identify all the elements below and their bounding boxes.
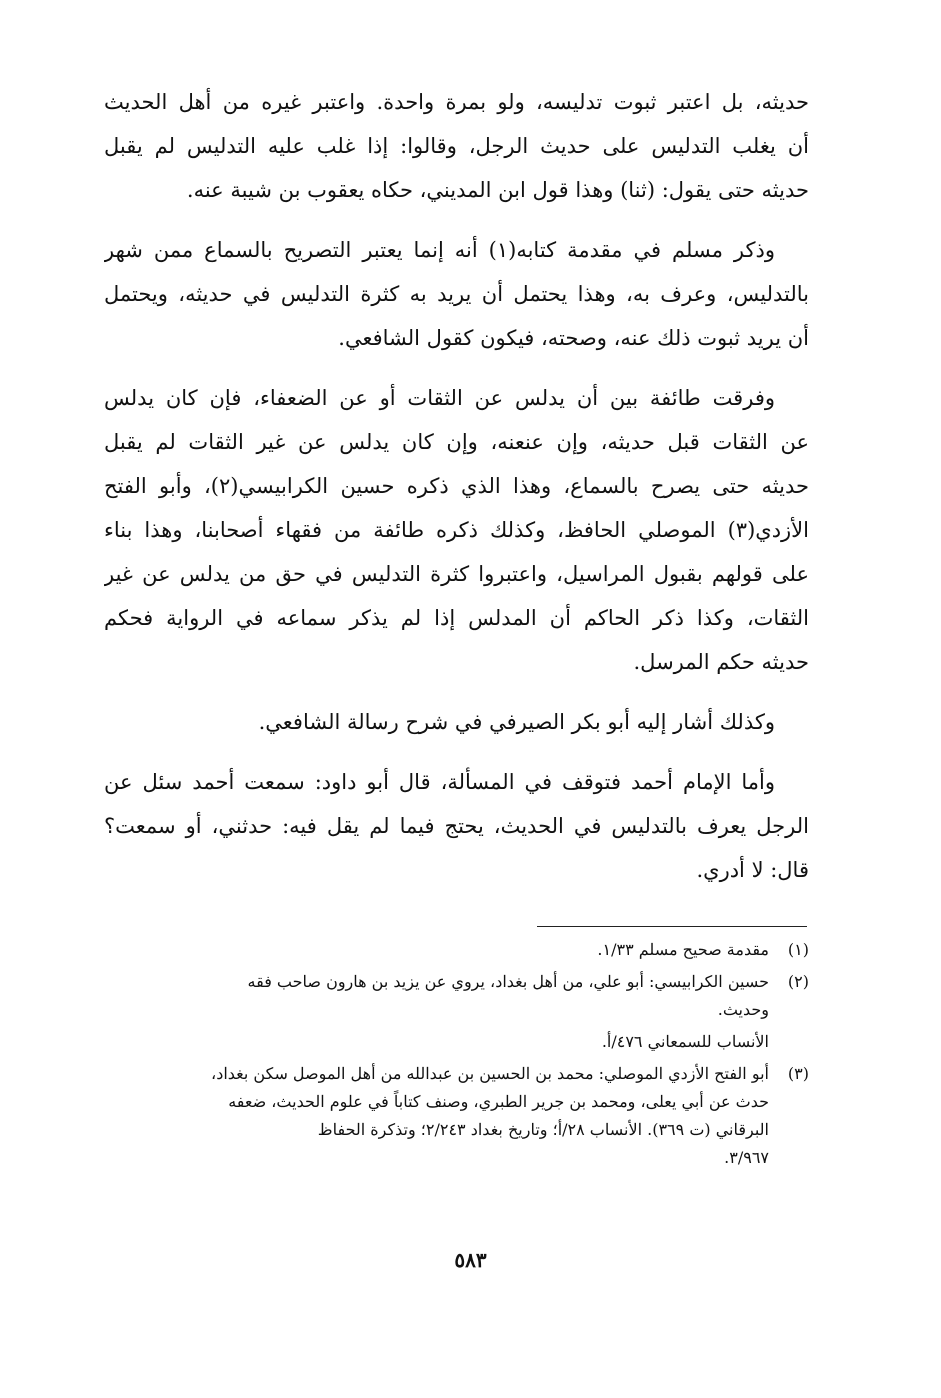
- footnote-source-line: الأنساب للسمعاني ٤٧٦/أ.: [601, 1032, 769, 1051]
- text-line: الثقات، وكذا ذكر الحاكم أن المدلس إذا لم يذكر سماعه في الرواية فحكم: [104, 606, 809, 630]
- text-line: أن يغلب التدليس على حديث الرجل، وقالوا: إذا غلب عليه التدليس لم يقبل: [104, 134, 809, 158]
- footnote-number: (٢): [787, 972, 809, 991]
- paragraph-4: [104, 700, 809, 744]
- footnote-body: [104, 968, 769, 1024]
- paragraph-3: [104, 376, 809, 684]
- text-line: عن الثقات قبل حديثه، وإن عنعنه، وإن كان يدلس عن غير الثقات لم يقبل: [104, 430, 809, 454]
- paragraph-5: [104, 760, 809, 892]
- text-line: وأما الإمام أحمد فتوقف في المسألة، قال أبو داود: سمعت أحمد سئل عن: [104, 770, 775, 794]
- footnote-line: حسين الكرابيسي: أبو علي، من أهل بغداد، يروي عن يزيد بن هارون صاحب فقه: [247, 972, 769, 991]
- footnote-spacer: [769, 1028, 809, 1056]
- paragraph-1: [104, 80, 809, 212]
- footnote-line: مقدمة صحيح مسلم ١/٣٣.: [597, 940, 769, 959]
- footnote-2-source: [104, 1028, 809, 1056]
- text-line: على قولهم بقبول المراسيل، واعتبروا كثرة التدليس في حق من يدلس عن غير: [104, 562, 809, 586]
- text-line: وفرقت طائفة بين أن يدلس عن الثقات أو عن الضعفاء، فإن كان يدلس: [104, 386, 775, 410]
- paragraph-2: [104, 228, 809, 360]
- footnote-3: [104, 1060, 809, 1172]
- text-line: الرجل يعرف بالتدليس في الحديث، يحتج فيما لم يقل فيه: حدثني، أو سمعت؟: [104, 814, 809, 838]
- text-line: قال: لا أدري.: [696, 858, 809, 882]
- footnote-line: حدث عن أبي يعلى، ومحمد بن جرير الطبري، وصنف كتاباً في علوم الحديث، ضعفه: [228, 1092, 769, 1111]
- footnote-body: [104, 1060, 769, 1172]
- text-line: حديثه حتى يقول: (ثنا) وهذا قول ابن المديني، حكاه يعقوب بن شيبة عنه.: [186, 178, 809, 202]
- footnote-number: (١): [787, 940, 809, 959]
- text-line: وكذلك أشار إليه أبو بكر الصيرفي في شرح رسالة الشافعي.: [258, 710, 775, 734]
- footnote-line: أبو الفتح الأزدي الموصلي: محمد بن الحسين بن عبدالله من أهل الموصل سكن بغداد،: [211, 1064, 769, 1083]
- text-line: الأزدي(٣) الموصلي الحافظ، وكذلك ذكره طائفة من فقهاء أصحابنا، وهذا بناء: [104, 518, 809, 542]
- footnote-1: [104, 936, 809, 964]
- text-line: وذكر مسلم في مقدمة كتابه(١) أنه إنما يعتبر التصريح بالسماع ممن شهر: [104, 238, 775, 262]
- footnote-divider: [537, 926, 807, 927]
- footnote-body: [104, 936, 769, 964]
- footnote-number: (٣): [787, 1064, 809, 1083]
- footnote-2: [104, 968, 809, 1024]
- text-line: حديثه حتى يصرح بالسماع، وهذا الذي ذكره حسين الكرابيسي(٢)، وأبو الفتح: [104, 474, 809, 498]
- text-line: حديثه حكم المرسل.: [633, 650, 809, 674]
- page-number: ٥٨٣: [454, 1248, 487, 1272]
- text-line: حديثه، بل اعتبر ثبوت تدليسه، ولو بمرة واحدة. واعتبر غيره من أهل الحديث: [104, 90, 809, 114]
- main-text: [104, 80, 809, 908]
- text-line: بالتدليس، وعرف به، وهذا يحتمل أن يريد به كثرة التدليس في حديثه، ويحتمل: [104, 282, 809, 306]
- footnote-line: البرقاني (ت ٣٦٩). الأنساب ٢٨/أ؛ وتاريخ بغداد ٢/٢٤٣؛ وتذكرة الحفاظ: [317, 1120, 769, 1139]
- footnote-body: [104, 1028, 769, 1056]
- footnotes: [104, 936, 809, 1176]
- footnote-line: ٣/٩٦٧.: [724, 1148, 769, 1167]
- footnote-line: وحديث.: [717, 1000, 769, 1019]
- text-line: أن يريد ثبوت ذلك عنه، وصحته، فيكون كقول الشافعي.: [338, 326, 809, 350]
